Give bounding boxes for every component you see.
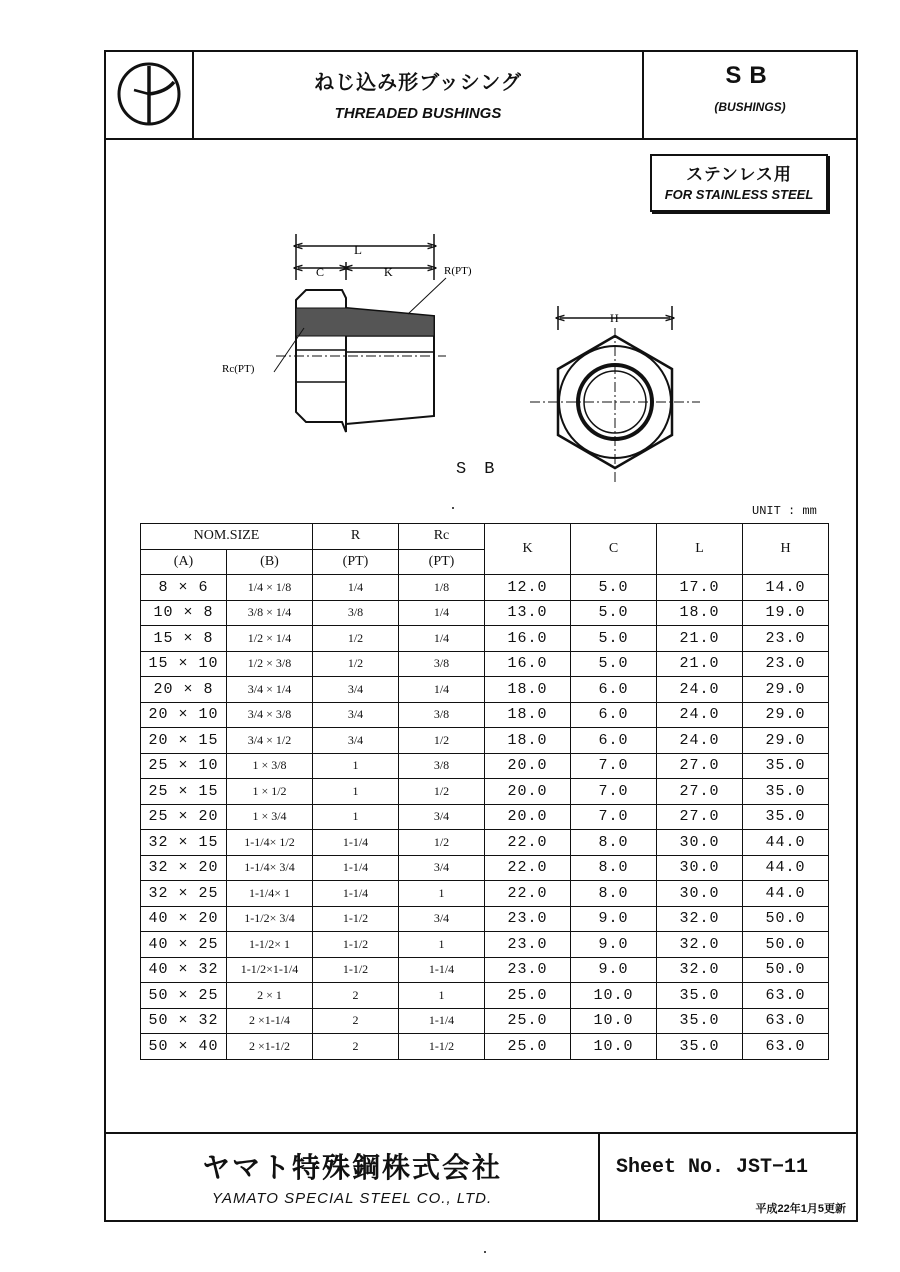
cell-c: 10.0 xyxy=(571,1008,657,1034)
cell-r: 3/4 xyxy=(313,677,399,703)
cell-r: 1-1/4 xyxy=(313,855,399,881)
cell-r: 1 xyxy=(313,804,399,830)
cell-a: 15 × 8 xyxy=(141,626,227,652)
side-view xyxy=(274,234,446,432)
cell-a: 15 × 10 xyxy=(141,651,227,677)
cell-rc: 3/4 xyxy=(399,906,485,932)
cell-l: 32.0 xyxy=(657,906,743,932)
table-row xyxy=(141,779,829,805)
cell-b: 1-1/4× 1/2 xyxy=(227,830,313,856)
spec-table xyxy=(140,523,829,1060)
cell-h: 29.0 xyxy=(743,728,829,754)
cell-b: 3/4 × 1/2 xyxy=(227,728,313,754)
cell-r: 1/2 xyxy=(313,651,399,677)
cell-k: 23.0 xyxy=(485,957,571,983)
table-row xyxy=(141,983,829,1009)
cell-a: 25 × 10 xyxy=(141,753,227,779)
cell-rc: 3/8 xyxy=(399,702,485,728)
figure-label: SB xyxy=(456,460,513,479)
cell-b: 1-1/4× 1 xyxy=(227,881,313,907)
cell-a: 40 × 32 xyxy=(141,957,227,983)
header-b: (B) xyxy=(227,549,313,575)
cell-c: 9.0 xyxy=(571,932,657,958)
cell-b: 1/4 × 1/8 xyxy=(227,575,313,601)
dim-K: K xyxy=(384,265,393,279)
cell-c: 5.0 xyxy=(571,626,657,652)
cell-c: 6.0 xyxy=(571,677,657,703)
table-row xyxy=(141,830,829,856)
cell-c: 8.0 xyxy=(571,855,657,881)
cell-k: 22.0 xyxy=(485,855,571,881)
cell-rc: 3/4 xyxy=(399,855,485,881)
cell-l: 27.0 xyxy=(657,779,743,805)
cell-rc: 1/2 xyxy=(399,830,485,856)
dim-L: L xyxy=(354,242,362,257)
cell-a: 40 × 25 xyxy=(141,932,227,958)
speck xyxy=(484,1251,486,1253)
cell-rc: 1 xyxy=(399,932,485,958)
table-row xyxy=(141,728,829,754)
cell-l: 30.0 xyxy=(657,881,743,907)
dim-H: H xyxy=(610,311,619,325)
cell-b: 1 × 3/8 xyxy=(227,753,313,779)
cell-a: 50 × 25 xyxy=(141,983,227,1009)
cell-a: 32 × 15 xyxy=(141,830,227,856)
cell-r: 3/4 xyxy=(313,728,399,754)
cell-l: 24.0 xyxy=(657,728,743,754)
speck xyxy=(452,507,454,509)
cell-c: 9.0 xyxy=(571,957,657,983)
cell-r: 1 xyxy=(313,753,399,779)
cell-c: 7.0 xyxy=(571,779,657,805)
cell-rc: 1-1/4 xyxy=(399,957,485,983)
cell-a: 40 × 20 xyxy=(141,906,227,932)
cell-h: 63.0 xyxy=(743,983,829,1009)
table-row xyxy=(141,881,829,907)
cell-l: 27.0 xyxy=(657,804,743,830)
cell-k: 16.0 xyxy=(485,626,571,652)
cell-a: 50 × 40 xyxy=(141,1034,227,1060)
cell-r: 1 xyxy=(313,779,399,805)
cell-b: 1 × 3/4 xyxy=(227,804,313,830)
table-row xyxy=(141,1034,829,1060)
cell-a: 10 × 8 xyxy=(141,600,227,626)
cell-r: 1-1/2 xyxy=(313,906,399,932)
cell-k: 23.0 xyxy=(485,932,571,958)
cell-l: 24.0 xyxy=(657,702,743,728)
cell-rc: 3/8 xyxy=(399,651,485,677)
cell-c: 10.0 xyxy=(571,983,657,1009)
header-a: (A) xyxy=(141,549,227,575)
cell-b: 3/4 × 3/8 xyxy=(227,702,313,728)
cell-k: 22.0 xyxy=(485,881,571,907)
cell-k: 18.0 xyxy=(485,702,571,728)
cell-k: 25.0 xyxy=(485,983,571,1009)
cell-rc: 1/4 xyxy=(399,677,485,703)
header-nom-size: NOM.SIZE xyxy=(141,524,313,550)
material-badge xyxy=(650,154,828,212)
title-block xyxy=(194,52,644,140)
table-row xyxy=(141,932,829,958)
cell-c: 10.0 xyxy=(571,1034,657,1060)
cell-b: 1/2 × 1/4 xyxy=(227,626,313,652)
spec-table-body xyxy=(141,575,829,1060)
header-c: C xyxy=(571,524,657,575)
cell-h: 44.0 xyxy=(743,830,829,856)
unit-label: UNIT : mm xyxy=(752,504,817,518)
cell-h: 14.0 xyxy=(743,575,829,601)
cell-h: 63.0 xyxy=(743,1008,829,1034)
cell-b: 1-1/2× 3/4 xyxy=(227,906,313,932)
table-row xyxy=(141,957,829,983)
cell-k: 18.0 xyxy=(485,728,571,754)
cell-h: 19.0 xyxy=(743,600,829,626)
cell-h: 35.0 xyxy=(743,779,829,805)
cell-l: 32.0 xyxy=(657,957,743,983)
header-k: K xyxy=(485,524,571,575)
cell-rc: 1/4 xyxy=(399,600,485,626)
cell-a: 25 × 20 xyxy=(141,804,227,830)
title-jp: ねじ込み形ブッシング xyxy=(314,72,522,94)
product-code-sub: (BUSHINGS) xyxy=(714,100,786,114)
cell-b: 1/2 × 3/8 xyxy=(227,651,313,677)
cell-l: 35.0 xyxy=(657,983,743,1009)
title-en: THREADED BUSHINGS xyxy=(334,105,502,122)
cell-rc: 3/8 xyxy=(399,753,485,779)
cell-r: 2 xyxy=(313,1008,399,1034)
company-name-jp: ヤマト特殊鋼株式会社 xyxy=(201,1152,502,1183)
cell-a: 8 × 6 xyxy=(141,575,227,601)
header-rc: Rc xyxy=(399,524,485,550)
cell-b: 2 ×1-1/2 xyxy=(227,1034,313,1060)
cell-h: 29.0 xyxy=(743,702,829,728)
cell-c: 6.0 xyxy=(571,728,657,754)
cell-k: 20.0 xyxy=(485,779,571,805)
cell-r: 1-1/4 xyxy=(313,881,399,907)
cell-k: 23.0 xyxy=(485,906,571,932)
cell-c: 8.0 xyxy=(571,830,657,856)
cell-rc: 3/4 xyxy=(399,804,485,830)
cell-h: 29.0 xyxy=(743,677,829,703)
cell-a: 32 × 25 xyxy=(141,881,227,907)
cell-k: 16.0 xyxy=(485,651,571,677)
cell-r: 1/2 xyxy=(313,626,399,652)
cell-k: 20.0 xyxy=(485,804,571,830)
cell-b: 1-1/2× 1 xyxy=(227,932,313,958)
dim-Rc: Rc(PT) xyxy=(222,363,255,375)
cell-rc: 1/8 xyxy=(399,575,485,601)
cell-l: 17.0 xyxy=(657,575,743,601)
cell-b: 3/8 × 1/4 xyxy=(227,600,313,626)
cell-a: 25 × 15 xyxy=(141,779,227,805)
table-row xyxy=(141,906,829,932)
sheet-number: Sheet No. JST−11 xyxy=(616,1156,809,1179)
table-row xyxy=(141,855,829,881)
cell-b: 2 × 1 xyxy=(227,983,313,1009)
company-name-en: YAMATO SPECIAL STEEL CO., LTD. xyxy=(211,1190,493,1207)
cell-h: 50.0 xyxy=(743,932,829,958)
header-r: R xyxy=(313,524,399,550)
cell-a: 32 × 20 xyxy=(141,855,227,881)
company-block xyxy=(106,1134,600,1222)
material-jp: ステンレス用 xyxy=(686,165,792,184)
cell-l: 18.0 xyxy=(657,600,743,626)
cell-c: 5.0 xyxy=(571,651,657,677)
cell-a: 20 × 15 xyxy=(141,728,227,754)
cell-r: 3/8 xyxy=(313,600,399,626)
cell-h: 35.0 xyxy=(743,753,829,779)
cell-h: 44.0 xyxy=(743,855,829,881)
cell-c: 5.0 xyxy=(571,600,657,626)
footer xyxy=(106,1132,856,1222)
table-row xyxy=(141,753,829,779)
logo-icon xyxy=(106,52,192,138)
front-view xyxy=(530,306,700,482)
cell-h: 23.0 xyxy=(743,651,829,677)
cell-rc: 1/2 xyxy=(399,728,485,754)
cell-h: 50.0 xyxy=(743,906,829,932)
cell-k: 25.0 xyxy=(485,1034,571,1060)
dim-R: R(PT) xyxy=(444,265,472,277)
cell-l: 21.0 xyxy=(657,626,743,652)
cell-c: 5.0 xyxy=(571,575,657,601)
cell-l: 35.0 xyxy=(657,1008,743,1034)
dim-C: C xyxy=(316,265,325,279)
technical-drawing xyxy=(106,232,706,492)
header-r-sub: (PT) xyxy=(313,549,399,575)
cell-h: 23.0 xyxy=(743,626,829,652)
cell-c: 9.0 xyxy=(571,906,657,932)
cell-rc: 1-1/2 xyxy=(399,1034,485,1060)
cell-h: 63.0 xyxy=(743,1034,829,1060)
cell-a: 50 × 32 xyxy=(141,1008,227,1034)
sheet-frame xyxy=(104,50,858,1222)
cell-a: 20 × 10 xyxy=(141,702,227,728)
cell-k: 18.0 xyxy=(485,677,571,703)
table-row xyxy=(141,1008,829,1034)
cell-r: 2 xyxy=(313,983,399,1009)
cell-l: 35.0 xyxy=(657,1034,743,1060)
cell-r: 3/4 xyxy=(313,702,399,728)
table-row xyxy=(141,677,829,703)
revision-date: 平成22年1月5更新 xyxy=(755,1203,846,1215)
cell-c: 7.0 xyxy=(571,804,657,830)
cell-r: 2 xyxy=(313,1034,399,1060)
cell-c: 7.0 xyxy=(571,753,657,779)
code-block xyxy=(644,52,856,140)
cell-b: 1 × 1/2 xyxy=(227,779,313,805)
cell-c: 8.0 xyxy=(571,881,657,907)
material-en: FOR STAINLESS STEEL xyxy=(664,187,814,202)
cell-b: 2 ×1-1/4 xyxy=(227,1008,313,1034)
cell-c: 6.0 xyxy=(571,702,657,728)
cell-rc: 1/4 xyxy=(399,626,485,652)
cell-l: 24.0 xyxy=(657,677,743,703)
cell-b: 3/4 × 1/4 xyxy=(227,677,313,703)
table-row xyxy=(141,651,829,677)
table-row xyxy=(141,804,829,830)
cell-h: 44.0 xyxy=(743,881,829,907)
table-row xyxy=(141,702,829,728)
cell-k: 13.0 xyxy=(485,600,571,626)
cell-h: 35.0 xyxy=(743,804,829,830)
cell-k: 12.0 xyxy=(485,575,571,601)
table-row xyxy=(141,600,829,626)
header-l: L xyxy=(657,524,743,575)
cell-k: 20.0 xyxy=(485,753,571,779)
cell-r: 1-1/4 xyxy=(313,830,399,856)
company-logo xyxy=(106,52,194,140)
cell-l: 21.0 xyxy=(657,651,743,677)
cell-l: 30.0 xyxy=(657,855,743,881)
table-row xyxy=(141,575,829,601)
cell-b: 1-1/2×1-1/4 xyxy=(227,957,313,983)
cell-l: 32.0 xyxy=(657,932,743,958)
cell-b: 1-1/4× 3/4 xyxy=(227,855,313,881)
table-row xyxy=(141,626,829,652)
cell-rc: 1-1/4 xyxy=(399,1008,485,1034)
cell-k: 22.0 xyxy=(485,830,571,856)
cell-a: 20 × 8 xyxy=(141,677,227,703)
cell-l: 27.0 xyxy=(657,753,743,779)
cell-r: 1-1/2 xyxy=(313,932,399,958)
product-code: SB xyxy=(725,62,775,89)
cell-l: 30.0 xyxy=(657,830,743,856)
sheet-block xyxy=(600,1134,856,1222)
cell-h: 50.0 xyxy=(743,957,829,983)
cell-rc: 1 xyxy=(399,881,485,907)
cell-rc: 1/2 xyxy=(399,779,485,805)
cell-rc: 1 xyxy=(399,983,485,1009)
cell-r: 1/4 xyxy=(313,575,399,601)
header-h: H xyxy=(743,524,829,575)
header-rc-sub: (PT) xyxy=(399,549,485,575)
cell-r: 1-1/2 xyxy=(313,957,399,983)
cell-k: 25.0 xyxy=(485,1008,571,1034)
